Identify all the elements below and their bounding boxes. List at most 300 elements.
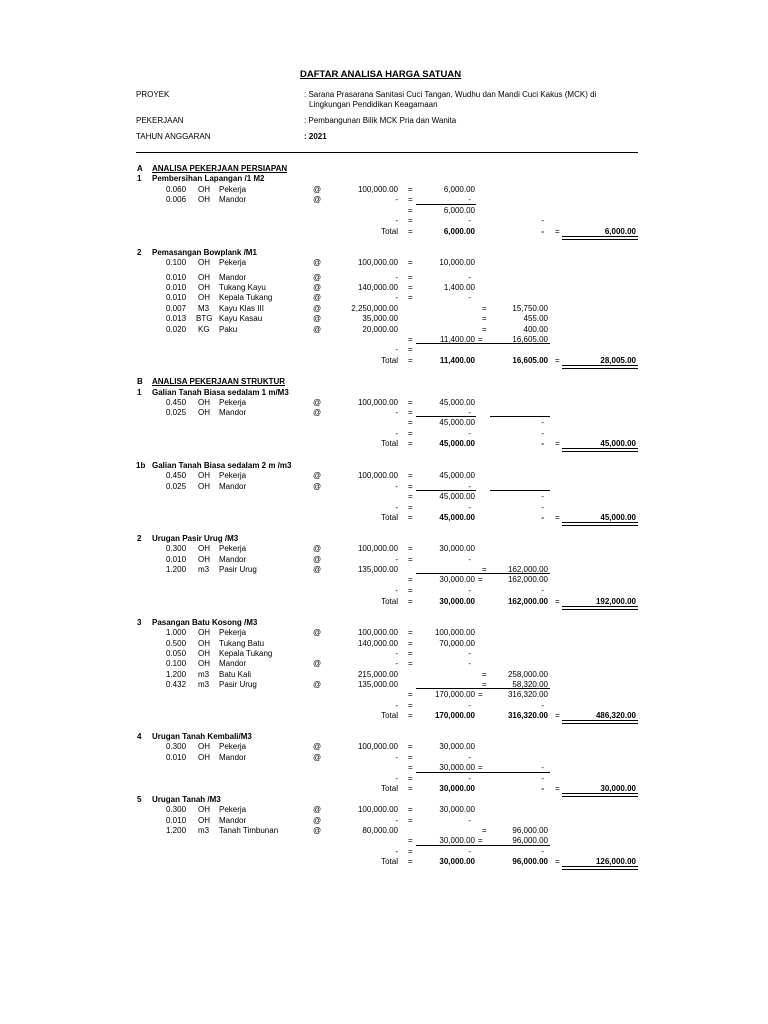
table-cell: - <box>468 216 471 225</box>
table-cell: 2,250,000.00 <box>351 304 398 313</box>
table-cell: @ <box>313 293 322 302</box>
table-cell: 100,000.00 <box>357 628 398 637</box>
table-cell: - <box>468 847 471 856</box>
table-cell: @ <box>313 805 322 814</box>
table-cell: = <box>555 356 560 365</box>
table-cell: 1 <box>137 388 142 397</box>
table-cell: ANALISA PEKERJAAN STRUKTUR <box>152 377 286 386</box>
total-rule <box>562 793 638 797</box>
table-cell: OH <box>198 649 210 658</box>
total-rule <box>562 606 638 610</box>
rule <box>416 688 550 689</box>
table-cell: 1.000 <box>166 628 187 637</box>
table-cell: @ <box>313 544 322 553</box>
page-title: DAFTAR ANALISA HARGA SATUAN <box>300 69 462 80</box>
table-cell: - <box>541 492 544 501</box>
table-cell: @ <box>313 258 322 267</box>
table-cell: 140,000.00 <box>357 283 398 292</box>
table-cell: m3 <box>198 670 210 679</box>
table-cell: Pekerja <box>219 805 247 814</box>
table-cell: 0.050 <box>166 649 187 658</box>
table-cell: OH <box>198 555 210 564</box>
table-cell: - <box>395 774 398 783</box>
table-cell: Kepala Tukang <box>219 293 273 302</box>
table-cell: - <box>468 273 471 282</box>
table-cell: - <box>541 586 544 595</box>
table-cell: 45,000.00 <box>439 439 475 448</box>
table-cell: 16,605.00 <box>512 335 548 344</box>
rule <box>416 573 550 574</box>
table-cell: OH <box>198 471 210 480</box>
table-cell: = <box>408 258 413 267</box>
table-cell: 140,000.00 <box>357 639 398 648</box>
table-cell: = <box>408 216 413 225</box>
table-cell: - <box>541 774 544 783</box>
proyek-label: PROYEK <box>136 90 170 99</box>
table-cell: 0.010 <box>166 293 187 302</box>
table-cell: @ <box>313 565 322 574</box>
table-cell: 0.020 <box>166 325 187 334</box>
table-cell: Mandor <box>219 482 247 491</box>
table-cell: - <box>395 586 398 595</box>
table-cell: - <box>468 293 471 302</box>
table-cell: = <box>478 836 483 845</box>
table-cell: 0.010 <box>166 753 187 762</box>
table-cell: 11,400.00 <box>440 335 475 344</box>
table-cell: OH <box>198 482 210 491</box>
table-cell: 100,000.00 <box>357 398 398 407</box>
table-cell: Kepala Tukang <box>219 649 273 658</box>
table-cell: @ <box>313 398 322 407</box>
table-cell: 486,320.00 <box>595 711 636 720</box>
table-cell: @ <box>313 408 322 417</box>
table-cell: Pekerja <box>219 628 247 637</box>
table-cell: 45,000.00 <box>439 471 475 480</box>
table-cell: ANALISA PEKERJAAN PERSIAPAN <box>152 164 288 173</box>
table-cell: - <box>395 195 398 204</box>
table-cell: m3 <box>198 680 210 689</box>
table-cell: OH <box>198 659 210 668</box>
table-cell: = <box>408 847 413 856</box>
total-rule <box>562 522 638 526</box>
table-cell: 100,000.00 <box>357 742 398 751</box>
table-cell: 45,000.00 <box>439 492 475 501</box>
table-cell: = <box>408 711 413 720</box>
table-cell: Kayu Klas III <box>219 304 264 313</box>
table-cell: - <box>541 429 544 438</box>
table-cell: 4 <box>137 732 142 741</box>
table-cell: 6,000.00 <box>443 227 475 236</box>
table-cell: OH <box>198 544 210 553</box>
table-cell: 15,750.00 <box>512 304 548 313</box>
table-cell: 10,000.00 <box>439 258 475 267</box>
table-cell: - <box>395 429 398 438</box>
table-cell: 45,000.00 <box>439 398 475 407</box>
table-cell: Kayu Kasau <box>219 314 263 323</box>
table-cell: 30,000.00 <box>439 784 475 793</box>
table-cell: - <box>468 586 471 595</box>
table-cell: 1.200 <box>166 565 187 574</box>
table-cell: = <box>408 356 413 365</box>
table-cell: 0.300 <box>166 544 187 553</box>
table-cell: - <box>468 503 471 512</box>
total-rule <box>562 866 638 870</box>
table-cell: = <box>408 649 413 658</box>
table-cell: - <box>395 649 398 658</box>
table-cell: 258,000.00 <box>507 670 548 679</box>
total-rule <box>562 236 638 240</box>
table-cell: 30,000.00 <box>439 763 475 772</box>
table-cell: 170,000.00 <box>434 690 475 699</box>
table-cell: = <box>555 439 560 448</box>
table-cell: Galian Tanah Biasa sedalam 2 m /m3 <box>152 461 292 470</box>
table-cell: 100,000.00 <box>357 805 398 814</box>
table-cell: 30,000.00 <box>439 597 475 606</box>
table-cell: 0.013 <box>166 314 187 323</box>
table-cell: - <box>395 293 398 302</box>
table-cell: = <box>408 439 413 448</box>
table-cell: = <box>408 836 413 845</box>
table-cell: = <box>408 206 413 215</box>
table-cell: 0.500 <box>166 639 187 648</box>
table-cell: - <box>468 195 471 204</box>
table-cell: - <box>468 659 471 668</box>
table-cell: 45,000.00 <box>439 418 475 427</box>
table-cell: 80,000.00 <box>362 826 398 835</box>
table-cell: A <box>137 164 143 173</box>
table-cell: Urugan Tanah /M3 <box>152 795 221 804</box>
table-cell: 316,320.00 <box>507 690 548 699</box>
table-cell: - <box>395 555 398 564</box>
table-cell: - <box>468 482 471 491</box>
table-cell: = <box>408 659 413 668</box>
table-cell: OH <box>198 742 210 751</box>
table-cell: - <box>468 408 471 417</box>
table-cell: = <box>408 639 413 648</box>
table-cell: @ <box>313 471 322 480</box>
table-cell: = <box>482 670 487 679</box>
table-cell: 162,000.00 <box>507 565 548 574</box>
table-cell: OH <box>198 185 210 194</box>
table-cell: 0.010 <box>166 816 187 825</box>
table-cell: = <box>408 293 413 302</box>
table-cell: - <box>395 503 398 512</box>
table-cell: = <box>408 408 413 417</box>
table-cell: @ <box>313 482 322 491</box>
rule <box>490 490 550 491</box>
table-cell: 1b <box>136 461 146 470</box>
table-cell: Pekerja <box>219 471 247 480</box>
table-cell: @ <box>313 283 322 292</box>
table-cell: 30,000.00 <box>439 836 475 845</box>
table-cell: = <box>408 185 413 194</box>
header-divider <box>136 152 638 153</box>
proyek-value: : Sarana Prasarana Sanitasi Cuci Tangan, Wudhu dan Mandi Cuci Kakus (MCK) di <box>304 90 597 99</box>
table-cell: = <box>478 575 483 584</box>
table-cell: 1,400.00 <box>443 283 475 292</box>
table-cell: Mandor <box>219 555 247 564</box>
table-cell: Pasir Urug <box>219 680 257 689</box>
total-rule <box>562 448 638 452</box>
total-rule <box>562 720 638 724</box>
table-cell: = <box>482 325 487 334</box>
table-cell: - <box>395 847 398 856</box>
table-cell: 0.300 <box>166 742 187 751</box>
table-cell: 45,000.00 <box>600 513 636 522</box>
total-rule <box>562 365 638 369</box>
table-cell: Pekerja <box>219 398 247 407</box>
table-cell: 2 <box>137 248 142 257</box>
table-cell: - <box>541 227 544 236</box>
table-cell: = <box>555 784 560 793</box>
table-cell: Mandor <box>219 659 247 668</box>
table-cell: = <box>408 742 413 751</box>
table-cell: = <box>408 471 413 480</box>
table-cell: Urugan Pasir Urug /M3 <box>152 534 239 543</box>
table-cell: - <box>395 753 398 762</box>
table-cell: 96,000.00 <box>512 826 548 835</box>
table-cell: Pekerja <box>219 258 247 267</box>
rule <box>416 772 550 773</box>
table-cell: = <box>408 335 413 344</box>
table-cell: = <box>408 763 413 772</box>
table-cell: 0.300 <box>166 805 187 814</box>
table-cell: 135,000.00 <box>357 680 398 689</box>
table-cell: @ <box>313 680 322 689</box>
table-cell: 0.025 <box>166 408 187 417</box>
table-cell: - <box>541 847 544 856</box>
table-cell: Pasir Urug <box>219 565 257 574</box>
table-cell: Mandor <box>219 273 247 282</box>
table-cell: = <box>555 227 560 236</box>
table-cell: M3 <box>198 304 210 313</box>
table-cell: 30,000.00 <box>439 742 475 751</box>
table-cell: = <box>408 816 413 825</box>
table-cell: = <box>482 680 487 689</box>
table-cell: 16,605.00 <box>512 356 548 365</box>
table-cell: OH <box>198 273 210 282</box>
table-cell: = <box>408 575 413 584</box>
table-cell: Galian Tanah Biasa sedalam 1 m/M3 <box>152 388 289 397</box>
table-cell: 30,000.00 <box>600 784 636 793</box>
table-cell: 0.010 <box>166 555 187 564</box>
table-cell: 6,000.00 <box>604 227 636 236</box>
table-cell: @ <box>313 659 322 668</box>
table-cell: 170,000.00 <box>434 711 475 720</box>
table-cell: 30,000.00 <box>439 805 475 814</box>
table-cell: 96,000.00 <box>512 836 548 845</box>
table-cell: 30,000.00 <box>439 544 475 553</box>
table-cell: - <box>541 513 544 522</box>
table-cell: @ <box>313 304 322 313</box>
table-cell: 0.007 <box>166 304 187 313</box>
table-cell: Pemasangan Bowplank /M1 <box>152 248 257 257</box>
table-cell: 6,000.00 <box>443 206 475 215</box>
table-cell: Total <box>381 857 398 866</box>
table-cell: = <box>555 513 560 522</box>
table-cell: 70,000.00 <box>439 639 475 648</box>
pekerjaan-value: : Pembangunan Bilik MCK Pria dan Wanita <box>304 116 457 125</box>
table-cell: = <box>482 565 487 574</box>
table-cell: 20,000.00 <box>362 325 398 334</box>
table-cell: = <box>408 597 413 606</box>
table-cell: = <box>408 513 413 522</box>
table-cell: = <box>408 857 413 866</box>
table-cell: 455.00 <box>523 314 548 323</box>
table-cell: - <box>541 418 544 427</box>
table-cell: 100,000.00 <box>357 258 398 267</box>
table-cell: - <box>541 439 544 448</box>
table-cell: = <box>478 335 483 344</box>
table-cell: 0.100 <box>166 659 187 668</box>
table-cell: = <box>408 544 413 553</box>
table-cell: = <box>408 784 413 793</box>
table-cell: 100,000.00 <box>357 544 398 553</box>
table-cell: @ <box>313 753 322 762</box>
table-cell: 400.00 <box>523 325 548 334</box>
table-cell: KG <box>198 325 210 334</box>
table-cell: - <box>395 659 398 668</box>
table-cell: Pembersihan Lapangan /1 M2 <box>152 174 265 183</box>
table-cell: 162,000.00 <box>507 575 548 584</box>
table-cell: 96,000.00 <box>512 857 548 866</box>
table-cell: 192,000.00 <box>595 597 636 606</box>
table-cell: 1.200 <box>166 826 187 835</box>
table-cell: OH <box>198 398 210 407</box>
table-cell: = <box>555 711 560 720</box>
table-cell: - <box>395 273 398 282</box>
table-cell: = <box>408 195 413 204</box>
rule <box>416 204 476 205</box>
tahun-anggaran-label: TAHUN ANGGARAN <box>136 132 211 141</box>
table-cell: = <box>408 227 413 236</box>
table-cell: 58,320.00 <box>512 680 548 689</box>
table-cell: 126,000.00 <box>595 857 636 866</box>
table-cell: Batu Kali <box>219 670 252 679</box>
table-cell: 100,000.00 <box>357 185 398 194</box>
table-cell: - <box>395 816 398 825</box>
table-cell: 0.010 <box>166 283 187 292</box>
table-cell: OH <box>198 816 210 825</box>
table-cell: - <box>468 429 471 438</box>
table-cell: Tukang Kayu <box>219 283 266 292</box>
table-cell: = <box>408 345 413 354</box>
table-cell: - <box>468 555 471 564</box>
table-cell: - <box>541 784 544 793</box>
rule <box>416 490 476 491</box>
table-cell: - <box>395 216 398 225</box>
table-cell: - <box>468 701 471 710</box>
table-cell: 6,000.00 <box>443 185 475 194</box>
table-cell: Total <box>381 513 398 522</box>
table-cell: 162,000.00 <box>507 597 548 606</box>
table-cell: OH <box>198 258 210 267</box>
table-cell: Mandor <box>219 195 247 204</box>
table-cell: @ <box>313 826 322 835</box>
table-cell: @ <box>313 628 322 637</box>
table-cell: = <box>408 555 413 564</box>
table-cell: m3 <box>198 826 210 835</box>
table-cell: Total <box>381 227 398 236</box>
table-cell: 0.100 <box>166 258 187 267</box>
table-cell: - <box>468 753 471 762</box>
table-cell: = <box>482 314 487 323</box>
table-cell: OH <box>198 628 210 637</box>
table-cell: - <box>541 216 544 225</box>
table-cell: = <box>555 597 560 606</box>
rule <box>416 416 476 417</box>
table-cell: = <box>482 304 487 313</box>
proyek-value-cont: Lingkungan Pendidikan Keagamaan <box>309 100 438 109</box>
table-cell: 1 <box>137 174 142 183</box>
rule <box>416 343 550 344</box>
table-cell: Pekerja <box>219 544 247 553</box>
table-cell: @ <box>313 816 322 825</box>
table-cell: 45,000.00 <box>439 513 475 522</box>
table-cell: = <box>478 690 483 699</box>
table-cell: @ <box>313 314 322 323</box>
table-cell: = <box>408 628 413 637</box>
table-cell: Pekerja <box>219 742 247 751</box>
table-cell: = <box>408 503 413 512</box>
table-cell: - <box>395 408 398 417</box>
table-cell: Total <box>381 439 398 448</box>
table-cell: 1.200 <box>166 670 187 679</box>
rule <box>490 416 550 417</box>
table-cell: OH <box>198 639 210 648</box>
table-cell: 316,320.00 <box>507 711 548 720</box>
table-cell: @ <box>313 273 322 282</box>
table-cell: - <box>395 701 398 710</box>
table-cell: 100,000.00 <box>357 471 398 480</box>
table-cell: 0.450 <box>166 471 187 480</box>
table-cell: Pekerja <box>219 185 247 194</box>
table-cell: = <box>478 763 483 772</box>
table-cell: = <box>408 805 413 814</box>
table-cell: 2 <box>137 534 142 543</box>
table-cell: - <box>541 763 544 772</box>
table-cell: 0.450 <box>166 398 187 407</box>
table-cell: Paku <box>219 325 238 334</box>
table-cell: = <box>408 586 413 595</box>
table-cell: 35,000.00 <box>362 314 398 323</box>
table-cell: OH <box>198 805 210 814</box>
table-cell: 11,400.00 <box>439 356 475 365</box>
table-cell: Total <box>381 356 398 365</box>
table-cell: 0.006 <box>166 195 187 204</box>
table-cell: Total <box>381 711 398 720</box>
table-cell: Tukang Batu <box>219 639 265 648</box>
table-cell: = <box>408 429 413 438</box>
table-cell: Mandor <box>219 408 247 417</box>
table-cell: @ <box>313 555 322 564</box>
table-cell: = <box>408 701 413 710</box>
table-cell: 45,000.00 <box>600 439 636 448</box>
table-cell: = <box>555 857 560 866</box>
table-cell: 30,000.00 <box>439 575 475 584</box>
rule <box>416 845 550 846</box>
table-cell: - <box>541 503 544 512</box>
table-cell: OH <box>198 283 210 292</box>
table-cell: = <box>408 690 413 699</box>
table-cell: = <box>408 753 413 762</box>
table-cell: @ <box>313 325 322 334</box>
table-cell: Mandor <box>219 816 247 825</box>
table-cell: 0.025 <box>166 482 187 491</box>
table-cell: Urugan Tanah Kembali/M3 <box>152 732 252 741</box>
pekerjaan-label: PEKERJAAN <box>136 116 184 125</box>
table-cell: = <box>408 273 413 282</box>
